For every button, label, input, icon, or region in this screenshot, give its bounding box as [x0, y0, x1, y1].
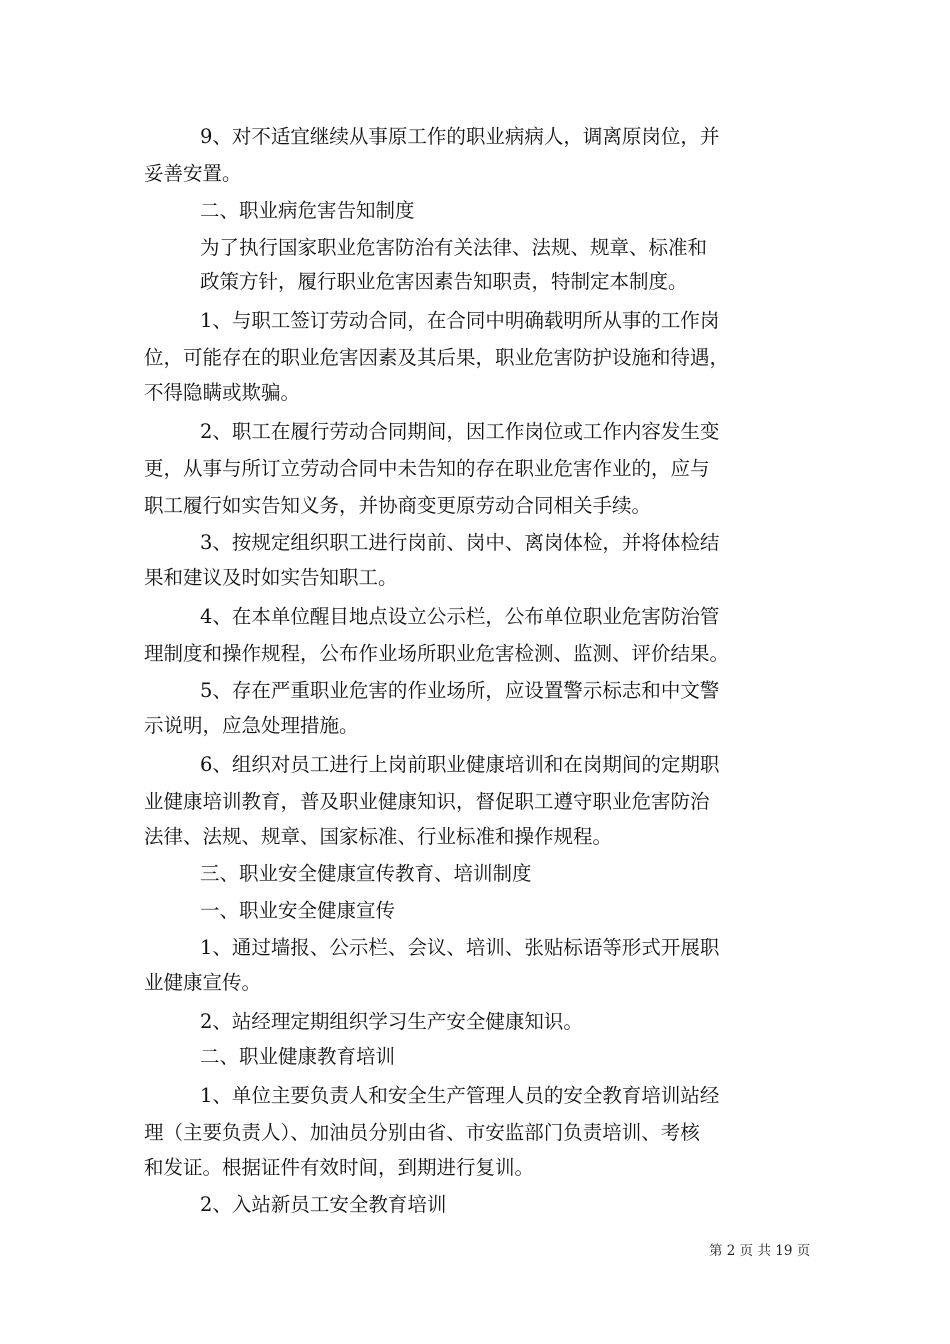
text-line: 果和建议及时如实告知职工。	[144, 566, 398, 589]
text-line: 9、对不适宜继续从事原工作的职业病病人，调离原岗位，并	[200, 125, 720, 148]
text-line: 6、组织对员工进行上岗前职业健康培训和在岗期间的定期职	[200, 753, 720, 776]
text-line: 4、在本单位醒目地点设立公示栏，公布单位职业危害防治管	[200, 605, 720, 628]
text-line: 示说明，应急处理措施。	[144, 714, 359, 737]
text-line: 一、职业安全健康宣传	[200, 899, 396, 922]
text-line: 2、职工在履行劳动合同期间，因工作岗位或工作内容发生变	[200, 420, 720, 443]
text-line: 业健康培训教育，普及职业健康知识，督促职工遵守职业危害防治	[144, 790, 710, 813]
text-line: 法律、法规、规章、国家标准、行业标准和操作规程。	[144, 825, 613, 848]
text-line: 1、单位主要负责人和安全生产管理人员的安全教育培训站经	[200, 1084, 720, 1107]
page-number: 第 2 页 共 19 页	[709, 1243, 811, 1259]
text-line: 2、入站新员工安全教育培训	[200, 1193, 447, 1216]
text-line: 1、与职工签订劳动合同，在合同中明确载明所从事的工作岗	[200, 309, 720, 332]
text-line: 3、按规定组织职工进行岗前、岗中、离岗体检，并将体检结	[200, 531, 720, 554]
page-footer	[0, 1241, 950, 1263]
text-line: 妥善安置。	[144, 162, 242, 185]
text-line: 三、职业安全健康宣传教育、培训制度	[200, 862, 532, 885]
text-line: 二、职业病危害告知制度	[200, 199, 415, 222]
text-line: 位，可能存在的职业危害因素及其后果，职业危害防护设施和待遇，	[144, 346, 730, 369]
text-line: 二、职业健康教育培训	[200, 1045, 396, 1068]
text-line: 5、存在严重职业危害的作业场所，应设置警示标志和中文警	[200, 679, 720, 702]
text-line: 理制度和操作规程，公布作业场所职业危害检测、监测、评价结果。	[144, 642, 730, 665]
text-line: 为了执行国家职业危害防治有关法律、法规、规章、标准和	[200, 236, 708, 259]
text-line: 理（主要负责人）、加油员分别由省、市安监部门负责培训、考核	[144, 1121, 700, 1144]
text-line: 2、站经理定期组织学习生产安全健康知识。	[200, 1010, 583, 1033]
text-line: 职工履行如实告知义务，并协商变更原劳动合同相关手续。	[144, 494, 652, 517]
text-line: 业健康宣传。	[144, 971, 262, 994]
text-line: 不得隐瞒或欺骗。	[144, 381, 301, 404]
text-line: 政策方针，履行职业危害因素告知职责，特制定本制度。	[200, 270, 688, 293]
text-line: 和发证。根据证件有效时间，到期进行复训。	[144, 1156, 535, 1179]
text-line: 1、通过墙报、公示栏、会议、培训、张贴标语等形式开展职	[200, 936, 720, 959]
text-line: 更，从事与所订立劳动合同中未告知的存在职业危害作业的，应与	[144, 457, 710, 480]
